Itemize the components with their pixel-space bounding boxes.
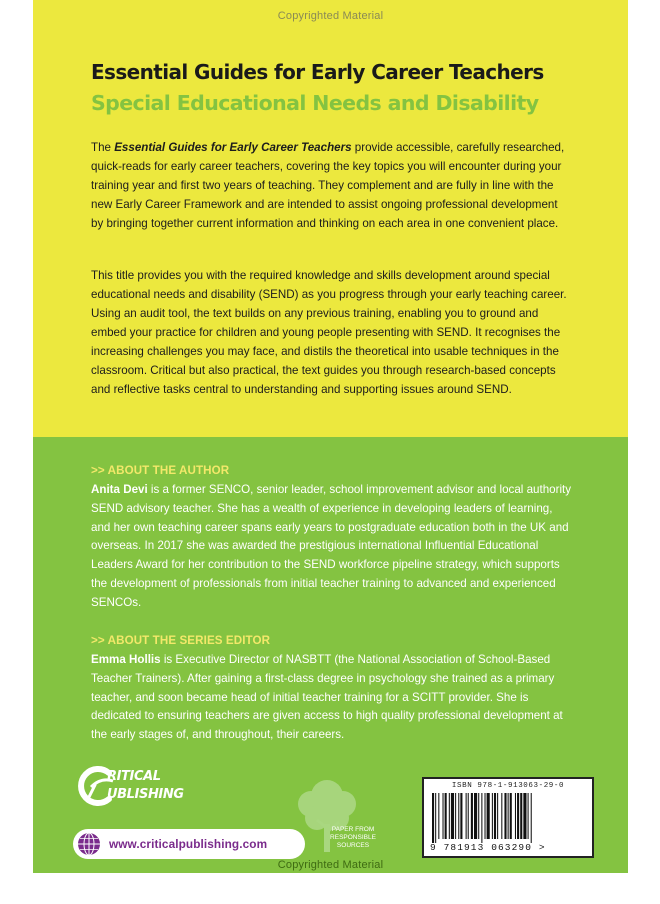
editor-bio-text: is Executive Director of NASBTT (the National Association of School-Based Teacher Trainers). After gaining a first-class degree in psychology she trained as a primary teacher, and soon became head of initial teacher training for a SCITT provider. She is dedicated to ensuring teachers are given access to high quality professional development at the early stages of, and throughout, their careers. [91,653,563,742]
blurb-series-name: Essential Guides for Early Career Teachers [114,141,352,154]
barcode-bar [517,793,519,839]
watermark-top: Copyrighted Material [277,10,384,22]
globe-icon [77,832,101,856]
about-author-heading: >> ABOUT THE AUTHOR [91,464,230,477]
barcode-bar [523,793,526,839]
barcode-bar [451,793,454,839]
paper-source-label: PAPER FROM RESPONSIBLE SOURCES [330,826,376,849]
barcode-bar [497,793,498,839]
barcode-bar [485,793,486,839]
barcode-bar [432,793,434,843]
logo-line-1: RITICAL [107,769,161,784]
blurb-rest: provide accessible, carefully researched, quick-reads for early career teachers, covering the key topics you will encounter during your training year and first two years of teaching. They complement and are fully in line with the new Early Career Framework and are intended to assist ongoing professional development by bringing together current information and thinking on each area in one convenient place. [91,141,565,230]
barcode-bar [528,793,529,839]
barcode-bar [515,793,516,839]
barcode-bar [487,793,490,839]
barcode-bar [458,793,459,839]
barcode-icon [430,793,588,843]
barcode-bar [508,793,509,839]
author-bio [91,481,573,613]
barcode-digits: 9 781913 063290 > [430,842,546,853]
barcode-bar [466,793,467,839]
watermark-bottom: Copyrighted Material [277,859,384,871]
barcode-bar [438,793,439,839]
about-editor-heading: >> ABOUT THE SERIES EDITOR [91,634,271,647]
barcode-bar [481,793,482,843]
barcode-bar [460,793,462,839]
barcode-bar [520,793,522,839]
isbn-label: ISBN 978-1-913063-29-0 [451,782,565,790]
barcode-bar [494,793,496,839]
barcode-bar [468,793,469,839]
editor-bio [91,651,573,745]
barcode-bar [531,793,532,843]
barcode-bar [492,793,493,839]
barcode-bar [455,793,456,839]
barcode-bar [478,793,479,839]
barcode-bar [501,793,502,839]
series-title: Essential Guides for Early Career Teachers [91,60,544,84]
blurb-paragraph-1 [91,138,573,233]
barcode-bar [443,793,444,839]
publisher-url-badge[interactable] [73,829,305,859]
publisher-url[interactable]: www.criticalpublishing.com [109,837,268,851]
back-cover [33,0,628,873]
barcode-box [422,777,594,858]
critical-publishing-logo [73,763,198,809]
blurb-paragraph-2: This title provides you with the required knowledge and skills development around special educational needs and disability (SEND) as you progress through your early teaching career. Using an audit tool, the text builds on any previous training, enabling you to ground and embed your practice for children and young people presenting with SEND. It recognises the increasing challenges you may face, and distils the theoretical into usable techniques in the classroom. Critical but also practical, the text guides you through research-based concepts and reflective tasks central to understanding and supporting issues around SEND. [91,269,567,396]
logo-line-2: UBLISHING [107,787,184,802]
barcode-bar [449,793,450,839]
barcode-bar [435,793,436,843]
barcode-bar [510,793,512,839]
editor-name: Emma Hollis [91,653,161,666]
barcode-bar [471,793,473,839]
book-subtitle: Special Educational Needs and Disability [91,91,539,115]
author-name: Anita Devi [91,483,148,496]
barcode-bar [474,793,477,839]
author-bio-text: is a former SENCO, senior leader, school improvement advisor and local authority SEND advisory teacher. She has a wealth of experience in developing leaders of learning, and her own teaching career spans early years to postgraduate education both in the UK and overseas. In 2017 she was awarded the prestigious international Influential Educational Leaders Award for her contribution to the SEND workforce pipeline strategy, which supports the development of professionals from initial teacher training to advanced and experienced SENCOs. [91,483,572,609]
barcode-bar [504,793,506,839]
barcode-bar [445,793,447,839]
blurb-lead: The [91,141,115,154]
